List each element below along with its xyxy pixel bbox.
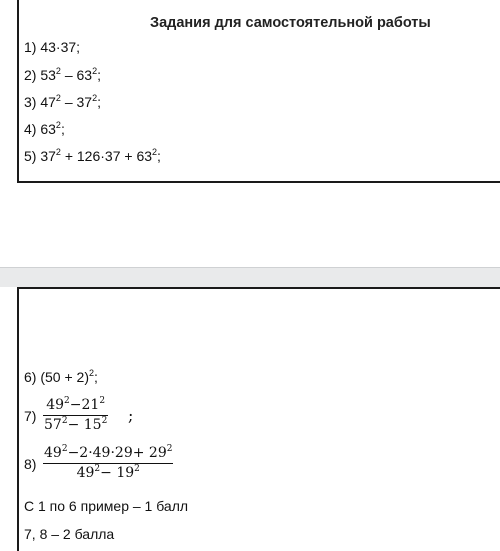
- page-title: Задания для самостоятельной работы: [150, 15, 431, 31]
- task-number: 5): [24, 148, 41, 164]
- fraction-numerator: $49^2-2\cdot 49\cdot 29+ 29^2$: [44, 444, 173, 461]
- scoring-line-2: 7, 8 – 2 балла: [24, 526, 115, 542]
- task-expression: 43·37;: [40, 39, 81, 55]
- task-expression: $63^2$;: [40, 120, 65, 137]
- exponent: 2: [94, 464, 101, 475]
- task-3: [24, 93, 101, 111]
- task-6: [24, 368, 98, 386]
- task-4: [24, 120, 65, 138]
- scoring-line-1: С 1 по 6 пример – 1 балл: [24, 498, 189, 514]
- exponent: 2: [55, 66, 61, 76]
- task-number: 4): [24, 121, 41, 137]
- task-number: 3): [24, 94, 41, 110]
- exponent: 2: [152, 147, 158, 157]
- exponent: 2: [61, 444, 68, 454]
- table-left-border: [17, 0, 19, 183]
- page-separator: [0, 267, 500, 289]
- task-5: [24, 147, 161, 165]
- table-left-border: [17, 287, 19, 551]
- fraction: [43, 445, 173, 482]
- exponent: 2: [88, 368, 94, 378]
- task-expression: $53^2 - 63^2$;: [40, 66, 101, 83]
- task-expression: $47^2 - 37^2$;: [40, 93, 101, 110]
- fraction-bar: [43, 415, 108, 416]
- exponent: 2: [92, 93, 98, 103]
- table-top-border: [17, 287, 500, 289]
- exponent: 2: [64, 396, 70, 406]
- task-number: 6): [24, 369, 41, 385]
- task-number: 2): [24, 67, 41, 83]
- fraction-suffix: ;: [128, 406, 134, 425]
- exponent: 2: [134, 464, 140, 475]
- task-number: 7): [24, 408, 37, 424]
- fraction-numerator: $49^2-21^2$: [46, 396, 106, 413]
- task-expression: $(50 + 2)^2$;: [40, 368, 98, 385]
- exponent: 2: [99, 396, 106, 406]
- fraction-denominator: $57^2- 15^2$: [44, 416, 108, 434]
- exponent: 2: [101, 416, 108, 427]
- exponent: 2: [92, 66, 98, 76]
- document-page-bottom: [0, 287, 500, 551]
- task-expression: $37^2 + 126\cdot 37 + 63^2$;: [40, 147, 161, 164]
- task-1: [24, 38, 80, 56]
- exponent: 2: [55, 147, 61, 157]
- document-page-top: [0, 0, 500, 183]
- exponent: 2: [55, 93, 61, 103]
- task-number: 8): [24, 456, 37, 472]
- exponent: 2: [55, 120, 61, 130]
- task-number: 1): [24, 39, 41, 55]
- exponent: 2: [166, 444, 173, 454]
- fraction-denominator: $49^2- 19^2$: [76, 464, 140, 482]
- task-7: [24, 397, 224, 439]
- task-8: [24, 445, 244, 487]
- exponent: 2: [61, 416, 68, 427]
- task-2: [24, 66, 101, 84]
- fraction-bar: [43, 463, 173, 464]
- fraction: [43, 397, 108, 434]
